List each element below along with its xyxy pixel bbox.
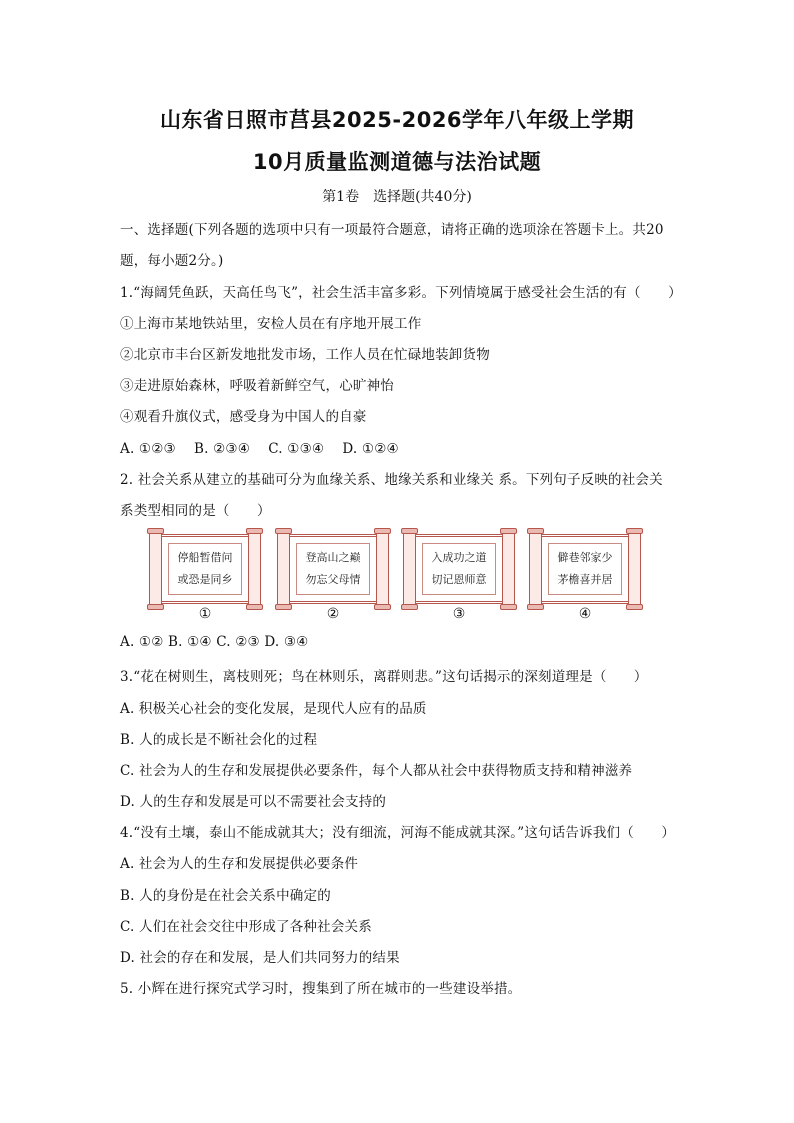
scroll-paper <box>162 534 248 604</box>
scroll-2-line2: 勿忘父母情 <box>305 573 361 586</box>
scroll-rod <box>376 530 389 608</box>
q1-stem: 1.“海阔凭鱼跃，天高任鸟飞”，社会生活丰富多彩。下列情境属于感受社会生活的有（ ） <box>120 285 682 301</box>
scroll-rod <box>502 530 515 608</box>
q2-options: A. ①② B. ①④ C. ②③ D. ③④ <box>120 634 309 650</box>
scroll-4-number: ④ <box>578 606 592 622</box>
scroll-2-number: ② <box>326 606 340 622</box>
q4-option-c: C. 人们在社会交往中形成了各种社会关系 <box>120 919 372 935</box>
q3-option-c: C. 社会为人的生存和发展提供必要条件，每个人都从社会中获得物质支持和精神滋养 <box>120 763 633 779</box>
scroll-1-line1: 停船暂借问 <box>177 551 233 564</box>
scroll-1-number: ① <box>198 606 212 622</box>
scroll-3-number: ③ <box>452 606 466 622</box>
q1-item-2: ②北京市丰台区新发地批发市场，工作人员在忙碌地装卸货物 <box>120 347 490 363</box>
q4-option-a: A. 社会为人的生存和发展提供必要条件 <box>120 856 359 872</box>
q3-option-b: B. 人的成长是不断社会化的过程 <box>120 732 318 748</box>
scroll-1-line2: 或恐是同乡 <box>177 573 233 586</box>
q1-item-3: ③走进原始森林，呼吸着新鲜空气，心旷神怡 <box>120 378 394 394</box>
scroll-3-line2: 切记恩师意 <box>431 573 487 586</box>
q3-stem: 3.“花在树则生，离枝则死；鸟在林则乐，离群则悲。”这句话揭示的深刻道理是（ ） <box>120 669 648 685</box>
q4-option-d: D. 社会的存在和发展，是人们共同努力的结果 <box>120 950 400 966</box>
q2-stem-line1: 2. 社会关系从建立的基础可分为血缘关系、地缘关系和业缘关 系。下列句子反映的社会关 <box>120 472 663 488</box>
scroll-1 <box>149 530 261 608</box>
scroll-3-line1: 入成功之道 <box>431 551 487 564</box>
q3-option-d: D. 人的生存和发展是可以不需要社会支持的 <box>120 794 387 810</box>
exam-title-line1: 山东省日照市莒县2025-2026学年八年级上学期 <box>159 108 635 132</box>
scroll-4-line2: 茅檐喜并居 <box>557 573 613 586</box>
q5-stem: 5. 小辉在进行探究式学习时，搜集到了所在城市的一些建设举措。 <box>120 981 522 997</box>
scroll-rod <box>248 530 261 608</box>
scroll-4 <box>529 530 641 608</box>
q2-stem-line2: 系类型相同的是（ ） <box>120 503 271 519</box>
scroll-rod <box>628 530 641 608</box>
scroll-paper <box>416 534 502 604</box>
scroll-rod <box>149 530 162 608</box>
q1-item-1: ①上海市某地铁站里，安检人员在有序地开展工作 <box>120 316 422 332</box>
exam-title-line2: 10月质量监测道德与法治试题 <box>252 150 542 174</box>
scroll-rod <box>277 530 290 608</box>
section-heading: 第1卷 选择题(共40分) <box>322 189 472 205</box>
scroll-rod <box>529 530 542 608</box>
q1-options: A. ①②③ B. ②③④ C. ①③④ D. ①②④ <box>120 441 399 457</box>
scroll-4-line1: 僻巷邻家少 <box>557 551 613 564</box>
scroll-rod <box>403 530 416 608</box>
q4-option-b: B. 人的身份是在社会关系中确定的 <box>120 888 331 904</box>
q1-item-4: ④观看升旗仪式，感受身为中国人的自豪 <box>120 409 367 425</box>
q3-option-a: A. 积极关心社会的变化发展，是现代人应有的品质 <box>120 701 427 717</box>
scroll-3 <box>403 530 515 608</box>
instructions-line2: 题，每小题2分。) <box>120 253 224 269</box>
scroll-paper <box>290 534 376 604</box>
q4-stem: 4.“没有土壤，泰山不能成就其大；没有细流，河海不能成就其深。”这句话告诉我们（ ） <box>120 825 676 841</box>
scroll-paper <box>542 534 628 604</box>
scroll-2-line1: 登高山之巅 <box>305 551 361 564</box>
scroll-2 <box>277 530 389 608</box>
instructions-line1: 一、选择题(下列各题的选项中只有一项最符合题意，请将正确的选项涂在答题卡上。共20 <box>120 222 664 238</box>
